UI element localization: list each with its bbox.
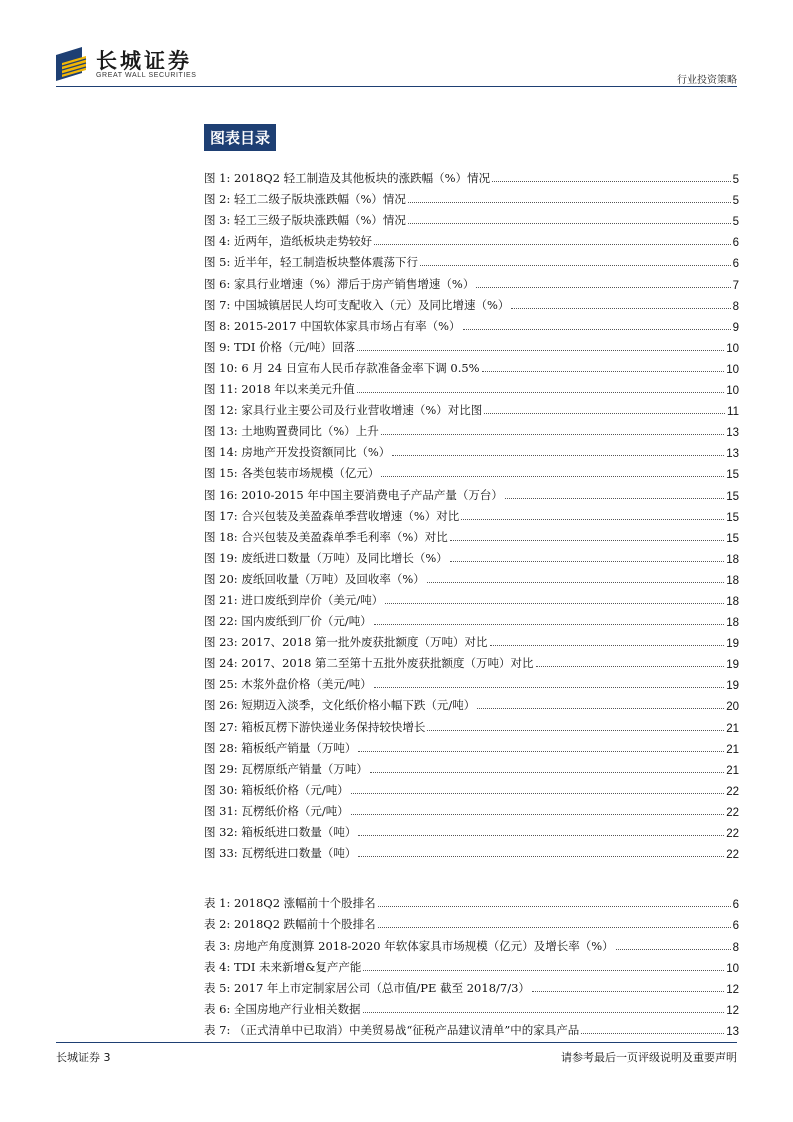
toc-figure-entry[interactable] — [204, 587, 739, 608]
toc-figure-entry-label: 图 14: 房地产开发投资额同比（%） — [204, 445, 391, 460]
toc-figure-entry-label: 图 2: 轻工二级子版块涨跌幅（%）情况 — [204, 192, 406, 207]
dot-leader — [450, 561, 724, 562]
toc-table-entry[interactable] — [204, 975, 739, 996]
dot-leader — [461, 519, 724, 520]
toc-figure-entry-page: 15 — [726, 511, 739, 524]
toc-figure-entry[interactable] — [204, 376, 739, 397]
toc-table-entry[interactable] — [204, 996, 739, 1017]
dot-leader — [357, 392, 724, 393]
toc-figure-entry[interactable] — [204, 292, 739, 313]
toc-figure-entry[interactable] — [204, 840, 739, 861]
great-wall-logo-icon — [56, 47, 90, 81]
dot-leader — [420, 265, 731, 266]
toc-figure-entry-label: 图 9: TDI 价格（元/吨）回落 — [204, 339, 355, 354]
toc-figure-entry-label: 图 8: 2015-2017 中国软体家具市场占有率（%） — [204, 318, 461, 333]
toc-figure-entry-page: 10 — [726, 385, 739, 398]
toc-figure-entry-label: 图 24: 2017、2018 第二至第十五批外废获批额度（万吨）对比 — [204, 656, 534, 671]
toc-figure-entry-page: 18 — [726, 574, 739, 587]
toc-figure-entry-label: 图 20: 废纸回收量（万吨）及回收率（%） — [204, 571, 425, 586]
footer-page-number: 长城证券 3 — [56, 1051, 111, 1064]
dot-leader — [351, 793, 725, 794]
dot-leader — [363, 970, 724, 971]
toc-figure-entry-label: 图 30: 箱板纸价格（元/吨） — [204, 782, 349, 797]
toc-figure-entry-label: 图 32: 箱板纸进口数量（吨） — [204, 825, 357, 839]
toc-figure-entry-label: 图 3: 轻工三级子版块涨跌幅（%）情况 — [204, 213, 406, 228]
toc-figure-entry-page: 11 — [727, 406, 739, 419]
toc-figure-entry-page: 10 — [726, 342, 739, 355]
toc-figure-entry-label: 图 4: 近两年，造纸板块走势较好 — [204, 234, 373, 249]
toc-table-entry-label: 表 3: 房地产角度测算 2018-2020 年软体家具市场规模（亿元）及增长率（%） — [204, 938, 614, 953]
footer-disclaimer: 请参考最后一页评级说明及重要声明 — [561, 1051, 737, 1064]
dot-leader — [536, 666, 725, 667]
toc-figure-entry-label: 图 18: 合兴包装及美盈森单季毛利率（%）对比 — [204, 529, 448, 544]
toc-table-entry-label: 表 7: （正式清单中已取消）中美贸易战“征税产品建议清单”中的家具产品 — [204, 1023, 580, 1038]
toc-figure-entry[interactable] — [204, 777, 739, 798]
toc-table-entry-page: 12 — [726, 983, 739, 996]
toc-figure-entry[interactable] — [204, 608, 739, 629]
toc-figure-entry[interactable] — [204, 207, 739, 228]
toc-figure-entry-page: 6 — [732, 237, 739, 250]
toc-figure-entry-page: 18 — [726, 595, 739, 608]
toc-figure-entry[interactable] — [204, 524, 739, 545]
dot-leader — [408, 223, 731, 224]
dot-leader — [450, 540, 724, 541]
toc-figure-entry[interactable] — [204, 397, 739, 418]
toc-figure-entry-label: 图 5: 近半年，轻工制造板块整体震荡下行 — [204, 255, 419, 270]
toc-figure-entry-page: 22 — [726, 828, 739, 840]
toc-table-entry-page: 6 — [732, 920, 739, 933]
dot-leader — [374, 624, 725, 625]
toc-figure-entry-label: 图 10: 6 月 24 日宣布人民币存款准备金率下调 0.5% — [204, 360, 480, 375]
toc-table-entry-label: 表 4: TDI 未来新增&复产产能 — [204, 959, 362, 974]
toc-figure-entry[interactable] — [204, 629, 739, 650]
toc-table-entry[interactable] — [204, 932, 739, 953]
toc-figure-entry[interactable] — [204, 692, 739, 713]
toc-table-entry-label: 表 1: 2018Q2 涨幅前十个股排名 — [204, 896, 376, 911]
page-header — [0, 0, 793, 90]
toc-table-entry[interactable] — [204, 1017, 739, 1038]
dot-leader — [532, 991, 724, 992]
toc-figure-entry-label: 图 7: 中国城镇居民人均可支配收入（元）及同比增速（%） — [204, 297, 510, 312]
toc-figure-entry[interactable] — [204, 249, 739, 270]
dot-leader — [484, 413, 725, 414]
toc-figure-entry-page: 5 — [732, 174, 739, 187]
toc-figure-entry-label: 图 22: 国内废纸到厂价（元/吨） — [204, 614, 372, 629]
figure-list — [204, 165, 739, 861]
toc-table-entry-label: 表 6: 全国房地产行业相关数据 — [204, 1002, 361, 1017]
dot-leader — [358, 835, 724, 836]
brand-name-en: GREAT WALL SECURITIES — [96, 72, 197, 79]
toc-figure-entry-label: 图 1: 2018Q2 轻工制造及其他板块的涨跌幅（%）情况 — [204, 171, 491, 186]
toc-figure-entry-page: 6 — [732, 258, 739, 271]
dot-leader — [370, 772, 724, 773]
toc-figure-entry-page: 19 — [726, 680, 739, 693]
toc-figure-entry-page: 22 — [726, 785, 739, 798]
toc-figure-entry-page: 15 — [726, 532, 739, 545]
dot-leader — [378, 906, 731, 907]
toc-figure-entry[interactable] — [204, 270, 739, 291]
toc-figure-entry-label: 图 19: 废纸进口数量（万吨）及同比增长（%） — [204, 550, 448, 565]
toc-figure-entry-label: 图 28: 箱板纸产销量（万吨） — [204, 740, 357, 755]
dot-leader — [385, 603, 724, 604]
dot-leader — [511, 308, 730, 309]
dot-leader — [581, 1033, 724, 1034]
toc-figure-entry-page: 21 — [726, 764, 739, 777]
toc-figure-entry-page: 18 — [726, 617, 739, 630]
toc-figure-entry-label: 图 16: 2010-2015 年中国主要消费电子产品产量（万台） — [204, 487, 503, 502]
table-list — [204, 890, 739, 1038]
toc-table-entry[interactable] — [204, 890, 739, 911]
toc-figure-entry-page: 22 — [726, 806, 739, 819]
toc-figure-entry-label: 图 31: 瓦楞纸价格（元/吨） — [204, 803, 349, 818]
dot-leader — [492, 181, 730, 182]
toc-figure-entry-label: 图 29: 瓦楞原纸产销量（万吨） — [204, 761, 368, 776]
toc-figure-entry[interactable] — [204, 819, 739, 840]
toc-table-entry-label: 表 2: 2018Q2 跌幅前十个股排名 — [204, 917, 376, 932]
toc-figure-entry[interactable] — [204, 334, 739, 355]
toc-figure-entry-label: 图 25: 木浆外盘价格（美元/吨） — [204, 677, 372, 692]
toc-figure-entry-label: 图 12: 家具行业主要公司及行业营收增速（%）对比图 — [204, 403, 483, 418]
toc-figure-entry-page: 5 — [732, 216, 739, 229]
dot-leader — [490, 645, 725, 646]
toc-table-entry-page: 6 — [732, 899, 739, 912]
toc-figure-entry-page: 15 — [726, 469, 739, 482]
toc-figure-entry[interactable] — [204, 228, 739, 249]
dot-leader — [358, 751, 724, 752]
toc-figure-entry[interactable] — [204, 186, 739, 207]
dot-leader — [427, 730, 724, 731]
toc-table-entry-page: 8 — [732, 941, 739, 954]
dot-leader — [381, 434, 724, 435]
toc-figure-entry-label: 图 33: 瓦楞纸进口数量（吨） — [204, 846, 357, 861]
dot-leader — [477, 708, 724, 709]
dot-leader — [505, 498, 724, 499]
toc-figure-entry[interactable] — [204, 735, 739, 756]
header-divider — [56, 86, 737, 87]
toc-figure-entry[interactable] — [204, 418, 739, 439]
toc-table-entry[interactable] — [204, 911, 739, 932]
toc-figure-entry-label: 图 17: 合兴包装及美盈森单季营收增速（%）对比 — [204, 508, 460, 523]
toc-figure-entry[interactable] — [204, 671, 739, 692]
toc-figure-entry[interactable] — [204, 650, 739, 671]
dot-leader — [427, 582, 724, 583]
dot-leader — [363, 1012, 725, 1013]
toc-figure-entry[interactable] — [204, 355, 739, 376]
dot-leader — [476, 287, 730, 288]
toc-figure-entry-page: 10 — [726, 363, 739, 376]
toc-figure-entry[interactable] — [204, 566, 739, 587]
dot-leader — [381, 476, 724, 477]
toc-figure-entry-page: 19 — [726, 638, 739, 651]
toc-figure-entry[interactable] — [204, 503, 739, 524]
dot-leader — [408, 202, 731, 203]
toc-figure-entry[interactable] — [204, 798, 739, 819]
toc-figure-entry-page: 19 — [726, 659, 739, 672]
toc-figure-entry-page: 21 — [726, 743, 739, 756]
dot-leader — [463, 329, 731, 330]
toc-table-entry-page: 10 — [726, 962, 739, 975]
toc-figure-entry-page: 5 — [732, 195, 739, 208]
toc-figure-entry-page: 18 — [726, 553, 739, 566]
dot-leader — [374, 244, 731, 245]
toc-table-entry[interactable] — [204, 954, 739, 975]
toc-figure-entry-page: 15 — [726, 490, 739, 503]
toc-figure-entry-label: 图 26: 短期迈入淡季，文化纸价格小幅下跌（元/吨） — [204, 698, 476, 713]
toc-table-entry-label: 表 5: 2017 年上市定制家居公司（总市值/PE 截至 2018/7/3） — [204, 980, 530, 995]
toc-figure-entry-label: 图 21: 进口废纸到岸价（美元/吨） — [204, 592, 384, 607]
dot-leader — [378, 927, 731, 928]
dot-leader — [351, 814, 725, 815]
dot-leader — [357, 350, 724, 351]
toc-figure-entry[interactable] — [204, 460, 739, 481]
toc-figure-entry-label: 图 23: 2017、2018 第一批外废获批额度（万吨）对比 — [204, 635, 488, 650]
toc-table-entry-page: 12 — [726, 1005, 739, 1018]
toc-figure-entry-page: 22 — [726, 849, 739, 862]
toc-figure-entry-page: 21 — [726, 722, 739, 735]
report-type: 行业投资策略 — [677, 75, 737, 86]
toc-figure-entry-label: 图 6: 家具行业增速（%）滞后于房产销售增速（%） — [204, 276, 475, 291]
toc-figure-entry-label: 图 13: 土地购置费同比（%）上升 — [204, 424, 379, 439]
dot-leader — [482, 371, 725, 372]
toc-figure-entry[interactable] — [204, 756, 739, 777]
toc-figure-entry[interactable] — [204, 313, 739, 334]
toc-figure-entry-page: 7 — [732, 279, 739, 292]
dot-leader — [616, 949, 731, 950]
dot-leader — [392, 455, 724, 456]
toc-figure-entry[interactable] — [204, 545, 739, 566]
toc-figure-entry[interactable] — [204, 713, 739, 734]
toc-figure-entry-label: 图 15: 各类包装市场规模（亿元） — [204, 466, 380, 481]
toc-title: 图表目录 — [204, 124, 276, 151]
footer-divider — [56, 1042, 737, 1043]
toc-figure-entry-page: 13 — [726, 427, 739, 440]
toc-figure-entry-label: 图 27: 箱板瓦楞下游快递业务保持较快增长 — [204, 719, 426, 734]
toc-figure-entry[interactable] — [204, 481, 739, 502]
toc-table-entry-page: 13 — [726, 1026, 739, 1039]
toc-figure-entry-page: 9 — [732, 321, 739, 334]
brand-name-cn: 长城证券 — [96, 49, 192, 73]
toc-figure-entry-page: 20 — [726, 701, 739, 714]
toc-figure-entry[interactable] — [204, 439, 739, 460]
toc-figure-entry[interactable] — [204, 165, 739, 186]
toc-figure-entry-page: 8 — [732, 300, 739, 313]
dot-leader — [358, 856, 724, 857]
dot-leader — [374, 687, 725, 688]
toc-figure-entry-page: 13 — [726, 448, 739, 461]
toc-figure-entry-label: 图 11: 2018 年以来美元升值 — [204, 382, 355, 397]
